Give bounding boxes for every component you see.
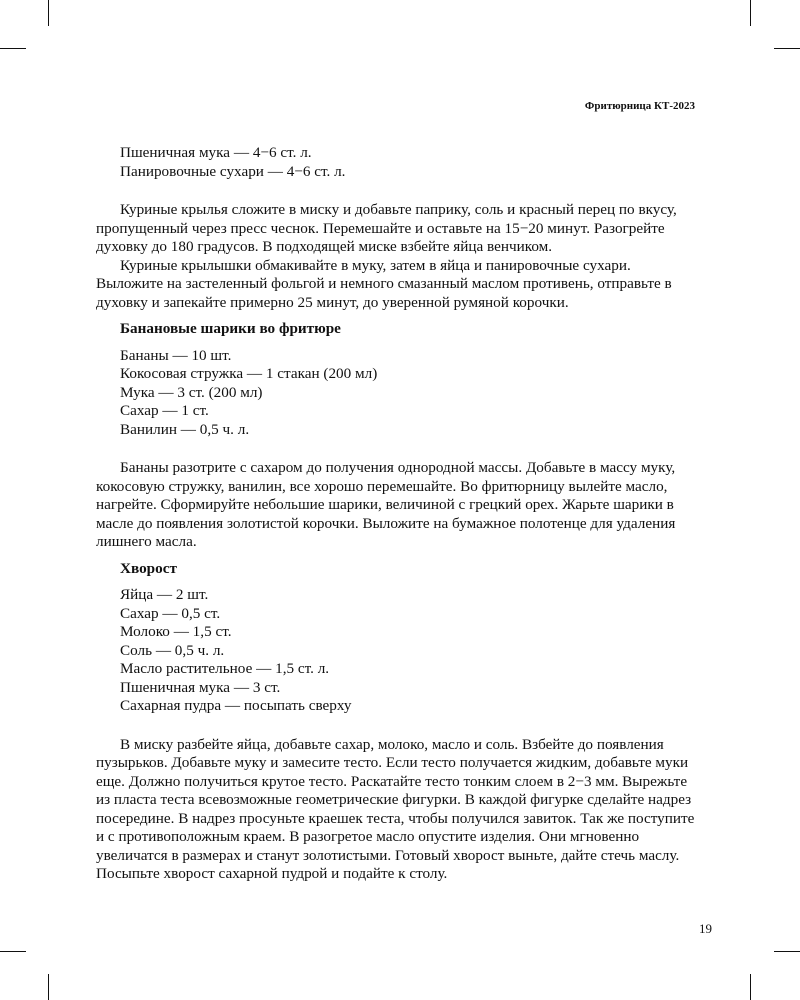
ingredient-line: Сахар — 1 ст. xyxy=(120,402,209,419)
ingredient-line: Кокосовая стружка — 1 стакан (200 мл) xyxy=(120,365,378,382)
ingredient-line: Пшеничная мука — 3 ст. xyxy=(120,678,281,696)
banana-ingredient-list xyxy=(96,347,696,440)
paragraph: Куриные крылья сложите в миску и добавьте паприку, соль и красный перец по вкусу, пропущенный через пресс чеснок. Перемешайте и оставьте на 15−20 минут. Разогрейте духовку до 180 градусов. В подходящей миске взбейте яйца венчиком. xyxy=(96,201,677,255)
ingredient-line: Сахар — 0,5 ст. xyxy=(120,604,221,622)
crop-mark xyxy=(750,0,751,26)
ingredient-line: Пшеничная мука — 4−6 ст. л. xyxy=(120,144,312,161)
crop-mark xyxy=(48,974,49,1000)
khvorost-ingredient-list xyxy=(96,586,696,716)
crop-mark xyxy=(0,951,26,952)
paragraph: Куриные крылышки обмакивайте в муку, затем в яйца и панировочные сухари. Выложите на застеленный фольгой и немного смазанный маслом противень, отправьте в духовку и запекайте примерно 25 минут, до уверенной румяной корочки. xyxy=(96,256,672,311)
ingredient-line: Соль — 0,5 ч. л. xyxy=(120,641,225,659)
ingredient-line: Масло растительное — 1,5 ст. л. xyxy=(120,660,330,677)
page-body xyxy=(96,144,696,884)
page-number: 19 xyxy=(699,921,712,936)
crop-mark xyxy=(48,0,49,26)
recipe-title: Банановые шарики во фритюре xyxy=(120,320,341,337)
crop-mark xyxy=(774,48,800,49)
recipe-title: Хворост xyxy=(120,559,177,577)
crop-mark xyxy=(0,48,26,49)
ingredient-line: Молоко — 1,5 ст. xyxy=(120,623,232,640)
ingredient-line: Сахарная пудра — посыпать сверху xyxy=(120,697,352,714)
intro-ingredient-list xyxy=(96,144,696,181)
crop-mark xyxy=(750,974,751,1000)
crop-mark xyxy=(774,951,800,952)
ingredient-line: Бананы — 10 шт. xyxy=(120,346,232,364)
running-head: Фритюрница КТ-2023 xyxy=(584,100,695,112)
paragraph: Бананы разотрите с сахаром до получения однородной массы. Добавьте в массу муку, кокосовую стружку, ванилин, все хорошо перемешайте. Во фритюрницу вылейте масло, нагрейте. Сформируйте небольшие шарики, величиной с грецкий орех. Жарьте шарики в масле до появления золотистой корочки. Выложите на бумажное полотенце для удаления лишнего масла. xyxy=(96,459,676,550)
ingredient-line: Мука — 3 ст. (200 мл) xyxy=(120,383,263,401)
ingredient-line: Яйца — 2 шт. xyxy=(120,586,209,603)
paragraph: В миску разбейте яйца, добавьте сахар, молоко, масло и соль. Взбейте до появления пузырьков. Добавьте муку и замесите тесто. Если тесто получается жидким, добавьте муки еще. Должно получиться крутое тесто. Раскатайте тесто тонким слоем в 2−3 мм. Вырежьте из пласта теста всевозможные геометрические фигурки. В каждой фигурке сделайте надрез посередине. В надрез просуньте краешек теста, чтобы получился завиток. Так же поступите и с противоположным краем. В разогретое масло опустите изделия. Они мгновенно увеличатся в размерах и станут золотистыми. Готовый хворост выньте, дайте стечь маслу. Посыпьте хворост сахарной пудрой и подайте к столу. xyxy=(96,735,695,882)
ingredient-line: Панировочные сухари — 4−6 ст. л. xyxy=(120,162,346,180)
ingredient-line: Ванилин — 0,5 ч. л. xyxy=(120,420,250,438)
